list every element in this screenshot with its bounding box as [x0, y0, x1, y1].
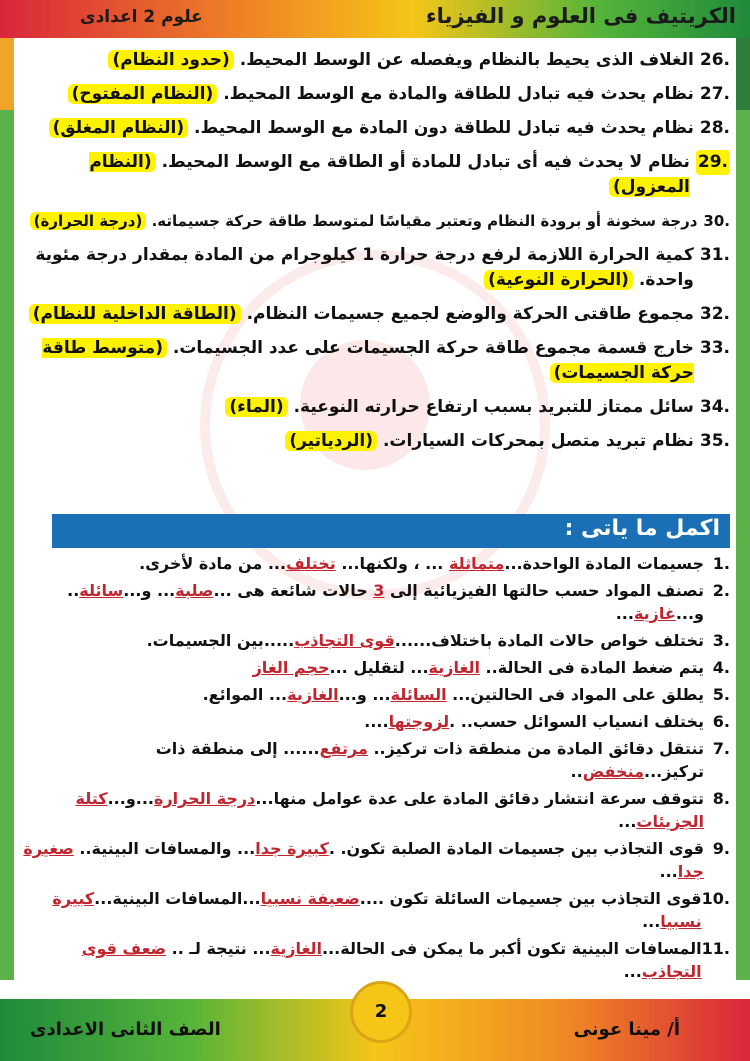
answer: ضعف قوى التجاذب [81, 939, 702, 981]
list-item: .7 تنتقل دقائق المادة من منطقة ذات تركيز.. مرتفع...... إلى منطقة ذات تركيز...منخفض.. [155, 739, 730, 781]
answer: لزوجتها [388, 712, 450, 731]
answer: ضعيفة نسبيا [260, 889, 360, 908]
answer: درجة الحرارة [154, 789, 256, 808]
left-side-bar-top [0, 38, 14, 110]
list-item: .31 كمية الحرارة اللازمة لرفع درجة حرارة 1 كيلوجرام من المادة بمقدار درجة مئوية واحدة. (الحرارة النوعية) [35, 245, 730, 290]
list-item: .35 نظام تبريد متصل بمحركات السيارات. (الردياتير) [22, 429, 730, 454]
list-item: .29 نظام لا يحدث فيه أى تبادل للمادة أو الطاقة مع الوسط المحيط. (النظام المعزول) [89, 152, 728, 197]
answer: الغازية [428, 658, 480, 677]
answer-highlight: (الماء) [225, 397, 287, 417]
list-item: .9 قوى التجاذب بين جسيمات المادة الصلبة تكون. .كبيرة جدا... والمسافات البينية.. صغيرة جدا... [23, 839, 730, 881]
definitions-list [22, 48, 730, 463]
answer: مرتفع [319, 739, 368, 758]
right-side-bar [736, 110, 750, 980]
left-side-bar [0, 110, 14, 980]
list-item: .2 تصنف المواد حسب حالتها الفيزيائية إلى 3 حالات شائعة هى ...صلبة... و...سائلة.. و...غازية... [67, 581, 730, 623]
answer-highlight: (النظام المعزول) [89, 152, 690, 197]
list-item: .8 تتوقف سرعة انتشار دقائق المادة على عدة عوامل منها...درجة الحرارة...و...كتلة الجزيئات... [75, 789, 730, 831]
answer-highlight: (درجة الحرارة) [30, 212, 147, 230]
grade-label: الصف الثانى الاعدادى [30, 1019, 221, 1040]
section-title: اكمل ما ياتى : [564, 516, 720, 541]
fill-in-list [22, 552, 730, 987]
answer: حجم الغاز [252, 658, 330, 677]
answer: صغيرة جدا [23, 839, 704, 881]
answer: الغازية [287, 685, 339, 704]
list-item: .27 نظام يحدث فيه تبادل للطاقة والمادة مع الوسط المحيط. (النظام المفتوح) [22, 82, 730, 107]
answer-highlight: (النظام المغلق) [49, 118, 188, 138]
list-item: .33 خارج قسمة مجموع طاقة حركة الجسيمات على عدد الجسيمات. (متوسط طاقة حركة الجسيمات) [42, 338, 730, 383]
list-item: .34 سائل ممتاز للتبريد بسبب ارتفاع حرارته النوعية. (الماء) [22, 395, 730, 420]
answer: متماثلة [448, 554, 505, 573]
answer: تختلف [286, 554, 336, 573]
answer: 3 [373, 581, 385, 600]
list-item: .11 المسافات البينية تكون أكبر ما يمكن فى الحالة...الغازية... نتيجة لـ .. ضعف قوى التجاذب... [81, 939, 730, 981]
answer-highlight: (حدود النظام) [108, 50, 233, 70]
answer-highlight: (متوسط طاقة حركة الجسيمات) [42, 338, 694, 383]
header-subject: علوم 2 اعدادى [80, 7, 203, 27]
list-item: .4 يتم ضغط المادة فى الحالة.. الغازية... لتقليل ...حجم الغاز [252, 658, 730, 677]
section-header [52, 514, 730, 548]
header-title: الكريتيف فى العلوم و الفيزياء [425, 4, 736, 28]
answer: سائلة [79, 581, 124, 600]
list-item: .3 تختلف خواص حالات المادة باختلاف......قوى التجاذب.....بين الجسيمات. [146, 631, 730, 650]
list-item: .10 قوى التجاذب بين جسيمات السائلة تكون ....ضعيفة نسبيا...المسافات البينية...كبيرة نسبيا... [52, 889, 730, 931]
answer: قوى التجاذب [294, 631, 395, 650]
answer: كبيرة نسبيا [52, 889, 702, 931]
list-item: .32 مجموع طاقتى الحركة والوضع لجميع جسيمات النظام. (الطاقة الداخلية للنظام) [22, 302, 730, 327]
answer: منخفض [582, 762, 645, 781]
answer-highlight: (الحرارة النوعية) [484, 270, 633, 290]
answer: السائلة [390, 685, 447, 704]
answer-highlight: (الطاقة الداخلية للنظام) [29, 304, 241, 324]
answer: الغازية [270, 939, 322, 958]
answer: كتلة الجزيئات [75, 789, 704, 831]
page-header [0, 0, 750, 38]
right-side-bar-top [736, 38, 750, 110]
list-item: .5 يطلق على المواد فى الحالتين... السائلة... و...الغازية... الموائع. [202, 685, 730, 704]
list-item: .26 الغلاف الذى يحيط بالنظام ويفصله عن الوسط المحيط. (حدود النظام) [22, 48, 730, 73]
answer-highlight: (الردياتير) [285, 431, 377, 451]
list-item: .1 جسيمات المادة الواحدة...متماثلة ... ، ولكنها... تختلف... من مادة لأخرى. [139, 554, 730, 573]
list-item: .6 يختلف انسياب السوائل حسب.. .لزوجتها.... [364, 712, 730, 731]
answer: غازية [633, 604, 676, 623]
answer: صلبة [175, 581, 214, 600]
answer: كبيرة جدا [255, 839, 329, 858]
page-footer [0, 999, 750, 1061]
list-item: .28 نظام يحدث فيه تبادل للطاقة دون المادة مع الوسط المحيط. (النظام المغلق) [22, 116, 730, 141]
teacher-name: أ/ مينا عونى [573, 1019, 680, 1040]
answer-highlight: (النظام المفتوح) [68, 84, 218, 104]
list-item: .30 درجة سخونة أو برودة النظام وتعتبر مقياسًا لمتوسط طاقة حركة جسيماته. (درجة الحرارة) [22, 209, 730, 234]
page-number: 2 [350, 981, 412, 1043]
